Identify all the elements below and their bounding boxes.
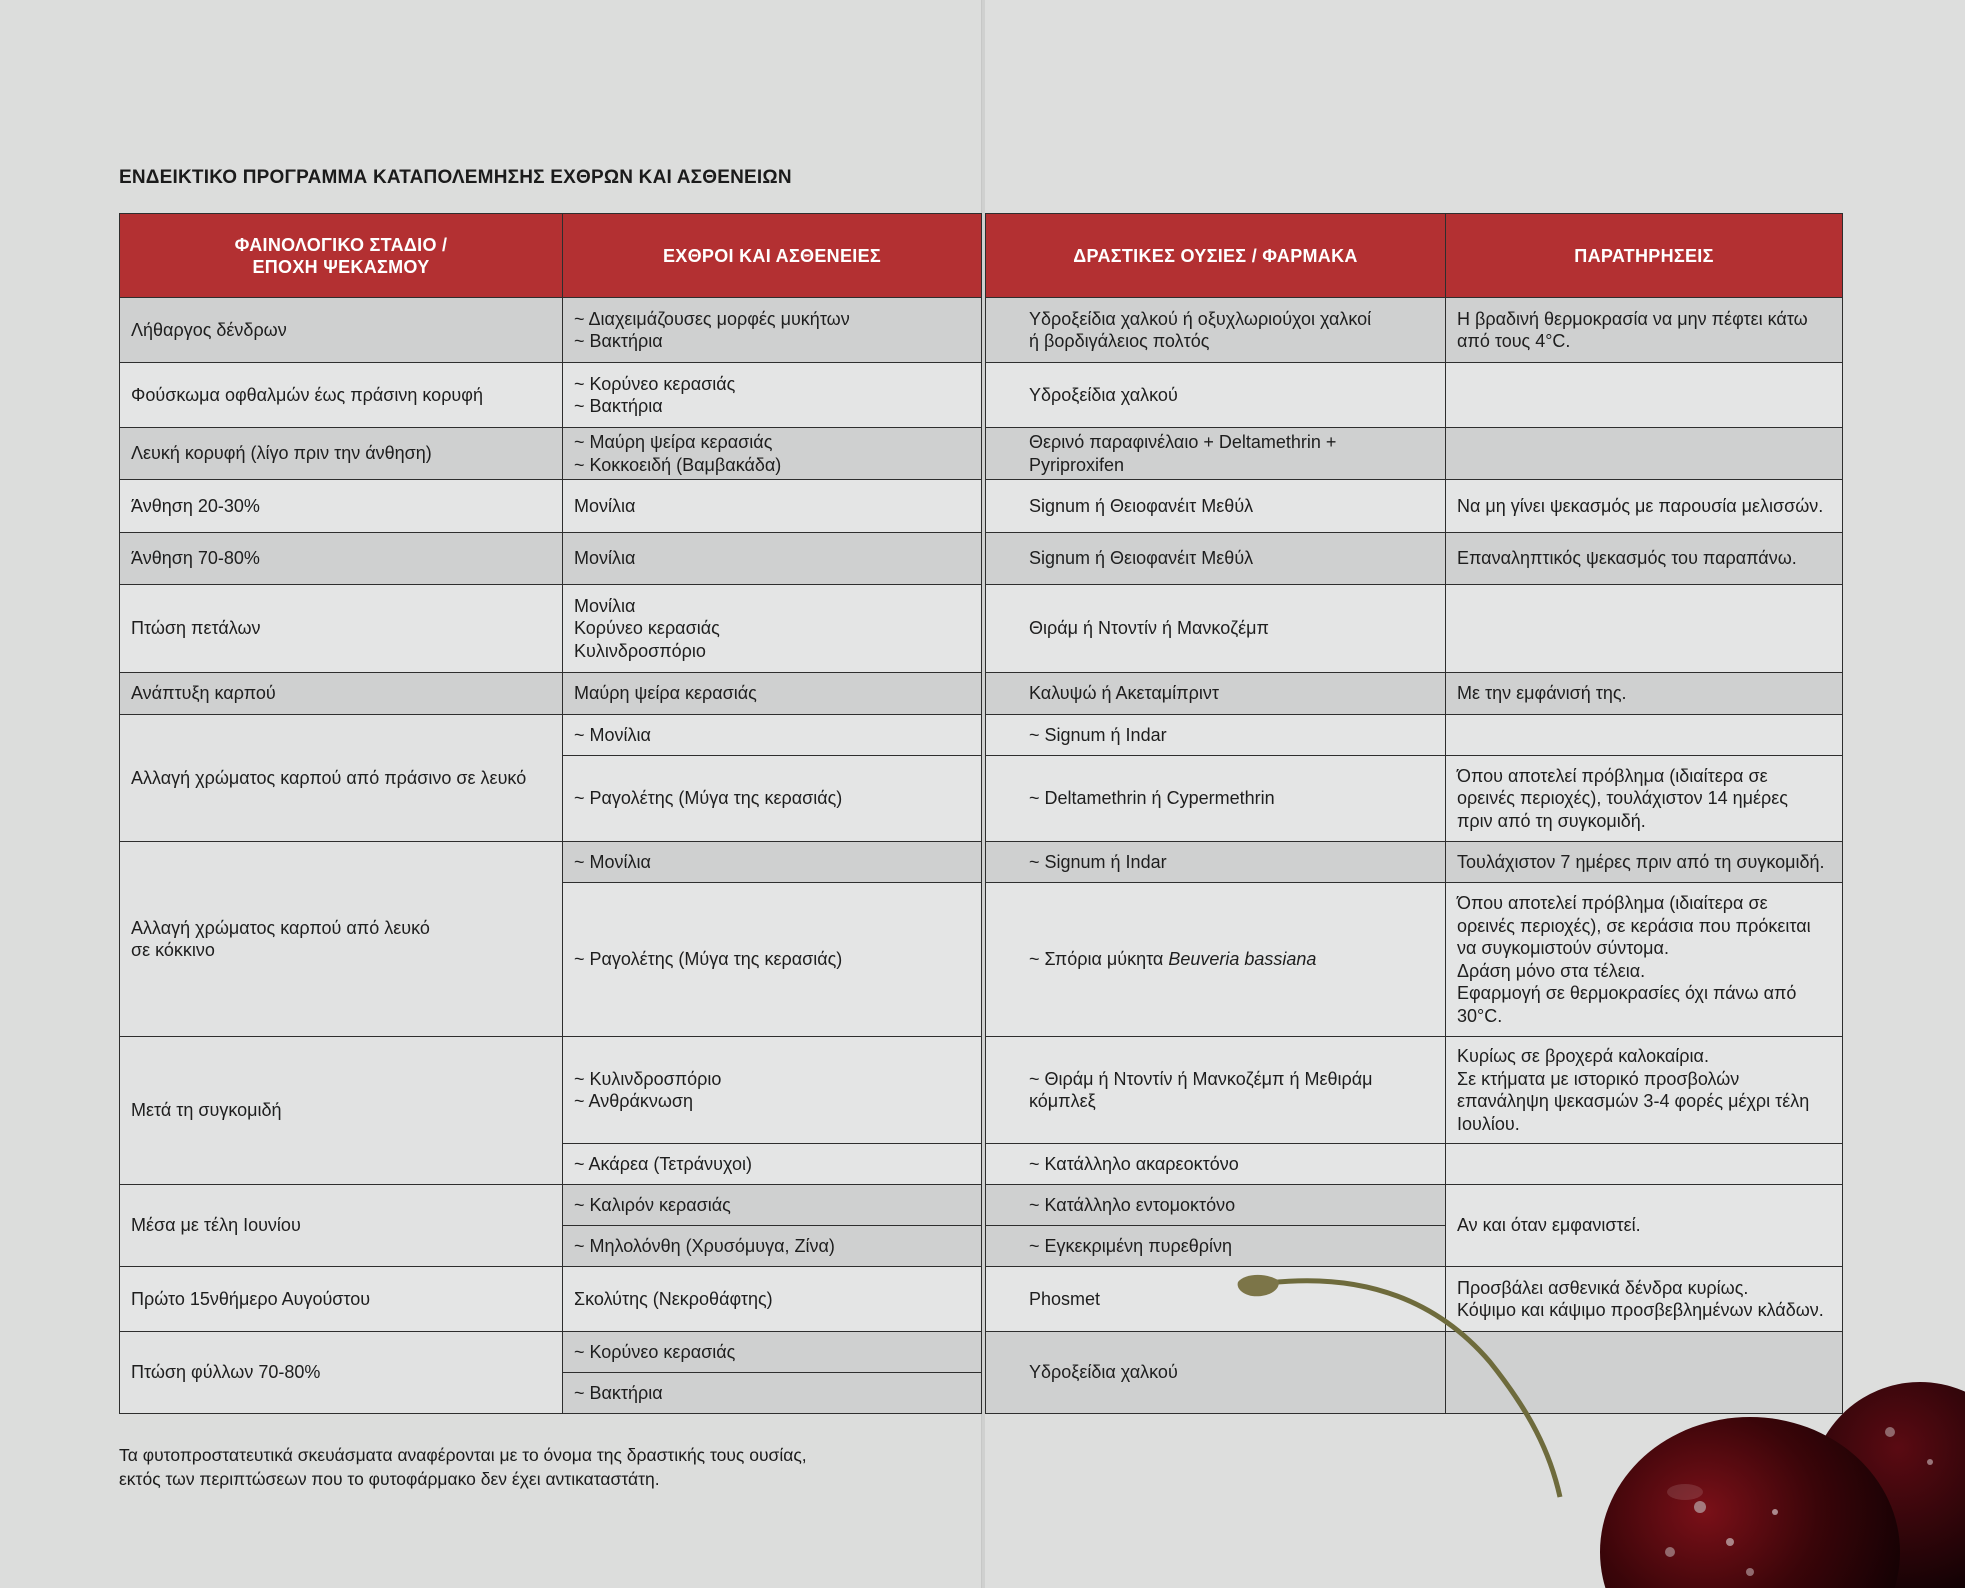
pests-cell: ~ Κορύνεο κερασιάς — [563, 1332, 982, 1373]
substances-cell: Υδροξείδια χαλκού — [986, 363, 1446, 428]
substances-cell: Υδροξείδια χαλκού ή οξυχλωριούχοι χαλκοί ή βορδιγάλειος πολτός — [986, 298, 1446, 363]
stage-cell: Μέσα με τέλη Ιουνίου — [120, 1185, 563, 1267]
table-row — [986, 428, 1843, 480]
notes-cell — [1446, 715, 1843, 756]
notes-cell: Όπου αποτελεί πρόβλημα (ιδιαίτερα σε ορεινές περιοχές), τουλάχιστον 14 ημέρες πριν από τη συγκομιδή. — [1446, 756, 1843, 842]
notes-cell: Τουλάχιστον 7 ημέρες πριν από τη συγκομιδή. — [1446, 842, 1843, 883]
stage-cell: Φούσκωμα οφθαλμών έως πράσινη κορυφή — [120, 363, 563, 428]
pests-cell: Μονίλια Κορύνεο κερασιάς Κυλινδροσπόριο — [563, 585, 982, 673]
notes-cell — [1446, 428, 1843, 480]
notes-cell: Επαναληπτικός ψεκασμός του παραπάνω. — [1446, 533, 1843, 585]
substances-cell: ~ Θιράμ ή Ντοντίν ή Μανκοζέμπ ή Μεθιράμ κόμπλεξ — [986, 1037, 1446, 1144]
pests-cell: ~ Βακτήρια — [563, 1373, 982, 1414]
table-right — [985, 213, 1843, 1414]
table-row — [120, 533, 982, 585]
substances-cell: Θιράμ ή Ντοντίν ή Μανκοζέμπ — [986, 585, 1446, 673]
notes-cell: Η βραδινή θερμοκρασία να μην πέφτει κάτω από τους 4°C. — [1446, 298, 1843, 363]
substances-cell: ~ Deltamethrin ή Cypermethrin — [986, 756, 1446, 842]
table-row — [120, 585, 982, 673]
species-name: Beuveria bassiana — [1168, 949, 1317, 970]
notes-cell: Να μη γίνει ψεκασμός με παρουσία μελισσών. — [1446, 480, 1843, 533]
substances-cell: ~ Κατάλληλο εντομοκτόνο — [986, 1185, 1446, 1226]
table-row — [986, 842, 1843, 883]
stage-cell: Πτώση φύλλων 70-80% — [120, 1332, 563, 1414]
pests-cell: ~ Ραγολέτης (Μύγα της κερασιάς) — [563, 883, 982, 1037]
stage-cell: Πρώτο 15νθήμερο Αυγούστου — [120, 1267, 563, 1332]
pests-cell: ~ Μηλολόνθη (Χρυσόμυγα, Ζίνα) — [563, 1226, 982, 1267]
table-row — [120, 298, 982, 363]
stage-cell: Ανάπτυξη καρπού — [120, 673, 563, 715]
footnote — [119, 1443, 807, 1491]
header-stage: ΦΑΙΝΟΛΟΓΙΚΟ ΣΤΑΔΙΟ / ΕΠΟΧΗ ΨΕΚΑΣΜΟΥ — [120, 214, 563, 298]
table-row — [120, 1267, 982, 1332]
header-row — [986, 214, 1843, 298]
table-row — [986, 533, 1843, 585]
pests-cell: Μονίλια — [563, 533, 982, 585]
table-row — [120, 1332, 982, 1373]
header-pests: ΕΧΘΡΟΙ ΚΑΙ ΑΣΘΕΝΕΙΕΣ — [563, 214, 982, 298]
substances-cell: Θερινό παραφινέλαιο + Deltamethrin + Pyriproxifen — [986, 428, 1446, 480]
notes-cell: Αν και όταν εμφανιστεί. — [1446, 1185, 1843, 1267]
table-row — [120, 363, 982, 428]
substances-cell: Signum ή Θειοφανέιτ Μεθύλ — [986, 480, 1446, 533]
footnote-line: εκτός των περιπτώσεων που το φυτοφάρμακο δεν έχει αντικαταστάτη. — [119, 1469, 660, 1489]
pests-cell: ~ Κυλινδροσπόριο ~ Ανθράκνωση — [563, 1037, 982, 1144]
substances-cell: ~ Κατάλληλο ακαρεοκτόνο — [986, 1144, 1446, 1185]
header-row — [120, 214, 982, 298]
header-notes: ΠΑΡΑΤΗΡΗΣΕΙΣ — [1446, 214, 1843, 298]
notes-cell: Όπου αποτελεί πρόβλημα (ιδιαίτερα σε ορεινές περιοχές), σε κεράσια που πρόκειται να συγκομιστούν σύντομα. Δράση μόνο στα τέλεια. Εφαρμογή σε θερμοκρασίες όχι πάνω από 30°C. — [1446, 883, 1843, 1037]
notes-cell: Προσβάλει ασθενικά δένδρα κυρίως. Κόψιμο και κάψιμο προσβεβλημένων κλάδων. — [1446, 1267, 1843, 1332]
table-row — [120, 715, 982, 756]
table-row — [986, 756, 1843, 842]
stage-cell: Αλλαγή χρώματος καρπού από λευκό σε κόκκινο — [120, 842, 563, 1037]
pests-cell: ~ Μονίλια — [563, 842, 982, 883]
table-row — [986, 480, 1843, 533]
table-row — [986, 363, 1843, 428]
notes-cell: Κυρίως σε βροχερά καλοκαίρια. Σε κτήματα με ιστορικό προσβολών επανάληψη ψεκασμών 3-4 φορές μέχρι τέλη Ιουλίου. — [1446, 1037, 1843, 1144]
stage-cell: Αλλαγή χρώματος καρπού από πράσινο σε λευκό — [120, 715, 563, 842]
table-row — [986, 585, 1843, 673]
pests-cell: ~ Μονίλια — [563, 715, 982, 756]
table-row — [986, 298, 1843, 363]
substances-cell: Signum ή Θειοφανέιτ Μεθύλ — [986, 533, 1446, 585]
pests-cell: ~ Καλιρόν κερασιάς — [563, 1185, 982, 1226]
pests-cell: ~ Ακάρεα (Τετράνυχοι) — [563, 1144, 982, 1185]
pests-cell: ~ Κορύνεο κερασιάς ~ Βακτήρια — [563, 363, 982, 428]
table-row — [120, 428, 982, 480]
header-substances: ΔΡΑΣΤΙΚΕΣ ΟΥΣΙΕΣ / ΦΑΡΜΑΚΑ — [986, 214, 1446, 298]
table-row — [986, 715, 1843, 756]
substances-cell: Καλυψώ ή Ακεταμίπριντ — [986, 673, 1446, 715]
table-row — [120, 673, 982, 715]
substances-cell: ~ Signum ή Indar — [986, 715, 1446, 756]
table-row — [986, 1332, 1843, 1414]
table-row — [120, 1037, 982, 1144]
table-row — [986, 883, 1843, 1037]
table-row — [986, 1185, 1843, 1226]
substances-cell: Phosmet — [986, 1267, 1446, 1332]
substances-cell: ~ Σπόρια μύκητα Beuveria bassiana — [986, 883, 1446, 1037]
table-left — [119, 213, 982, 1414]
table-row — [986, 1144, 1843, 1185]
notes-cell: Με την εμφάνισή της. — [1446, 673, 1843, 715]
pests-cell: Μαύρη ψείρα κερασιάς — [563, 673, 982, 715]
stage-cell: Λήθαργος δένδρων — [120, 298, 563, 363]
notes-cell — [1446, 1332, 1843, 1414]
table-row — [120, 1185, 982, 1226]
stage-cell: Λευκή κορυφή (λίγο πριν την άνθηση) — [120, 428, 563, 480]
notes-cell — [1446, 1144, 1843, 1185]
pests-cell: ~ Διαχειμάζουσες μορφές μυκήτων ~ Βακτήρια — [563, 298, 982, 363]
notes-cell — [1446, 363, 1843, 428]
notes-cell — [1446, 585, 1843, 673]
pests-cell: ~ Ραγολέτης (Μύγα της κερασιάς) — [563, 756, 982, 842]
table-row — [986, 1267, 1843, 1332]
pests-cell: Μονίλια — [563, 480, 982, 533]
substances-cell: Υδροξείδια χαλκού — [986, 1332, 1446, 1414]
page-title: ΕΝΔΕΙΚΤΙΚΟ ΠΡΟΓΡΑΜΜΑ ΚΑΤΑΠΟΛΕΜΗΣΗΣ ΕΧΘΡΩΝ ΚΑΙ ΑΣΘΕΝΕΙΩΝ — [119, 167, 792, 188]
pests-cell: ~ Μαύρη ψείρα κερασιάς ~ Κοκκοειδή (Βαμβακάδα) — [563, 428, 982, 480]
footnote-line: Τα φυτοπροστατευτικά σκευάσματα αναφέρονται με το όνομα της δραστικής τους ουσίας, — [119, 1445, 807, 1465]
stage-cell: Άνθηση 70-80% — [120, 533, 563, 585]
table-row — [120, 480, 982, 533]
stage-cell: Άνθηση 20-30% — [120, 480, 563, 533]
table-row — [986, 673, 1843, 715]
stage-cell: Πτώση πετάλων — [120, 585, 563, 673]
substances-cell: ~ Εγκεκριμένη πυρεθρίνη — [986, 1226, 1446, 1267]
substances-cell: ~ Signum ή Indar — [986, 842, 1446, 883]
table-row — [986, 1037, 1843, 1144]
pests-cell: Σκολύτης (Νεκροθάφτης) — [563, 1267, 982, 1332]
stage-cell: Μετά τη συγκομιδή — [120, 1037, 563, 1185]
table-row — [120, 842, 982, 883]
